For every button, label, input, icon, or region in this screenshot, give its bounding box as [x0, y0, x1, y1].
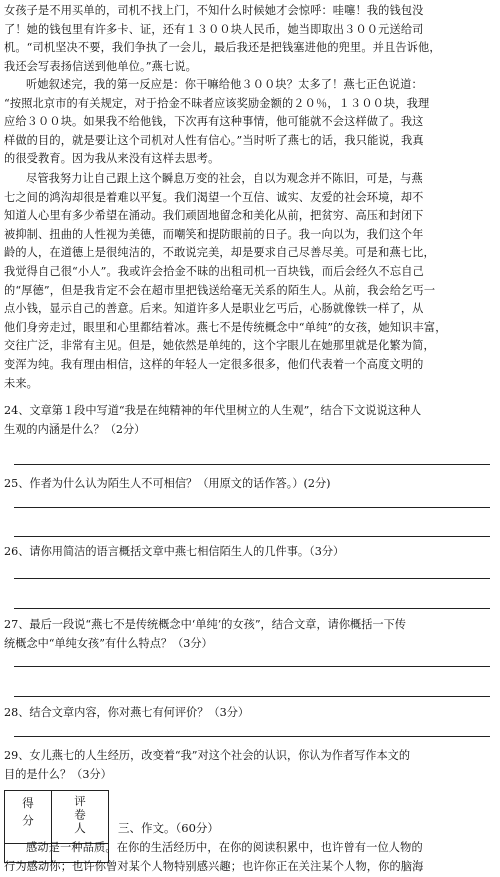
score-label: 得分 [21, 797, 35, 832]
question-25 [4, 475, 496, 494]
passage-line: 的很受教育。因为我从来没有这样去思考。 [4, 152, 220, 166]
passage-line: 机。“司机坚决不要，我们争执了一会儿，最后我还是把钱塞进他的兜里。并且告诉他， [4, 41, 441, 55]
answer-line[interactable] [14, 578, 490, 579]
passage-line: 尽管我努力让自己跟上这个瞬息万变的社会，自以为观念并不陈旧，可是，与燕 [26, 172, 423, 185]
passage-paragraph-2 [4, 76, 496, 169]
passage-paragraph-3 [4, 170, 496, 393]
passage-line: 七之间的鸿沟却很是着难以平复。我们渴望一个互信、诚实、友爱的社会环境，却不 [4, 190, 424, 204]
passage-paragraph-1 [4, 2, 496, 76]
question-text: 统概念中“单纯女孩”有什么特点？（3分） [4, 636, 213, 650]
passage-line: 未来。 [4, 376, 39, 390]
passage-line: 听她叙述完，我的第一反应是：你干嘛给他３００块？太多了！燕七正色说道： [26, 78, 423, 91]
essay-line: 行为感动你；也许你曾对某个人物特别感兴趣；也许你正在关注某个人物，你的脑海 [4, 859, 424, 873]
question-text: 26、请你用简洁的语言概括文章中燕七相信陌生人的几件事。（3分） [4, 545, 345, 558]
passage-line: 样做的目的，就是要让这个司机对人性有信心。”当时听了燕七的话，我只能说，我真 [4, 133, 424, 147]
question-29 [4, 747, 496, 784]
essay-line: 感动是一种品质。在你的生活经历中，在你的阅读积累中，也许曾有一位人物的 [26, 841, 423, 854]
answer-line[interactable] [14, 696, 490, 697]
question-text: 生观的内涵是什么？（2分） [4, 422, 146, 436]
grader-label-cell [52, 791, 109, 844]
question-text: 28、结合文章内容，你对燕七有何评价？（3分） [4, 706, 250, 719]
passage-line: 变浑为纯。我有理由相信，这样的年轻人一定很多很多，他们代表着一个高度文明的 [4, 357, 424, 371]
passage-line: 女孩子是不用买单的，司机不找上门，不知什么时候她才会惊呼：哇噻！我的钱包没 [4, 4, 424, 17]
question-text: 27、最后一段说“燕七不是传统概念中‘单纯’的女孩”，结合文章，请你概括一下传 [4, 618, 406, 631]
question-text: 29、女儿燕七的人生经历，改变着“我”对这个社会的认识，你认为作者写作本文的 [4, 749, 411, 762]
passage-line: 被抑制、扭曲的人性视为美德，而嘲笑和提防眼前的日子。我一向以为，我们这个年 [4, 227, 424, 241]
question-text: 25、作者为什么认为陌生人不可相信？（用原文的话作答。）(2分) [4, 477, 331, 490]
score-label-cell [5, 791, 52, 844]
grader-label: 评卷人 [73, 795, 87, 836]
passage-line: 知道人心里有多少希望在涌动。我们顽固地留念和美化从前，把贫穷、高压和封闭下 [4, 209, 424, 223]
question-24 [4, 402, 496, 439]
question-28 [4, 704, 496, 723]
passage-line: 点小钱，显示自己的善意。后来。知道许多人是职业乞丐后，心肠就像铁一样了，从 [4, 302, 424, 316]
question-text: 目的是什么？（3分） [4, 767, 112, 781]
passage-line: “按照北京市的有关规定，对于拾金不昧者应该奖励金额的２０％，１３００块，我理 [4, 96, 430, 110]
answer-line[interactable] [14, 736, 490, 737]
answer-line[interactable] [14, 507, 490, 508]
passage-line: 交往广泛，非常有主见。但是，她依然是单纯的，这个字眼儿在她那里就是化繁为简， [4, 339, 435, 353]
question-26 [4, 543, 496, 562]
passage-line: 的“厚德”，但是我肯定不会在超市里把钱送给毫无关系的陌生人。从前，我会给乞丐一 [4, 283, 436, 297]
answer-line[interactable] [14, 666, 490, 667]
question-27 [4, 616, 496, 653]
passage-line: 了！她的钱包里有许多卡、证，还有１３００块人民币，她当即取出３００元送给司 [4, 22, 424, 36]
passage-line: 应给３００块。如果我不给他钱，下次再有这种事情，他可能就不会这样做了。我这 [4, 115, 424, 129]
answer-line[interactable] [14, 464, 490, 465]
section-title: 三、作文。（60分） [118, 821, 219, 835]
answer-line[interactable] [14, 536, 490, 537]
passage-line: 龄的人，在道德上是很纯洁的，不敢说完美，却是要求自己尽善尽美。可是和燕七比， [4, 246, 435, 260]
essay-prompt [4, 839, 496, 876]
passage-line: 他们身旁走过，眼里和心里都结着冰。燕七不是传统概念中“单纯”的女孩，她知识丰富， [4, 320, 447, 334]
answer-line[interactable] [14, 608, 490, 609]
question-text: 24、文章第１段中写道“我是在纯精神的年代里树立的人生观”，结合下文说说这种人 [4, 404, 422, 417]
passage-line: 我还会写表扬信送到他单位。”燕七说。 [4, 59, 198, 73]
passage-line: 我觉得自己很“小人”。我或许会拾金不昧的出租司机一百块钱，而后会经久不忘自己 [4, 264, 424, 278]
